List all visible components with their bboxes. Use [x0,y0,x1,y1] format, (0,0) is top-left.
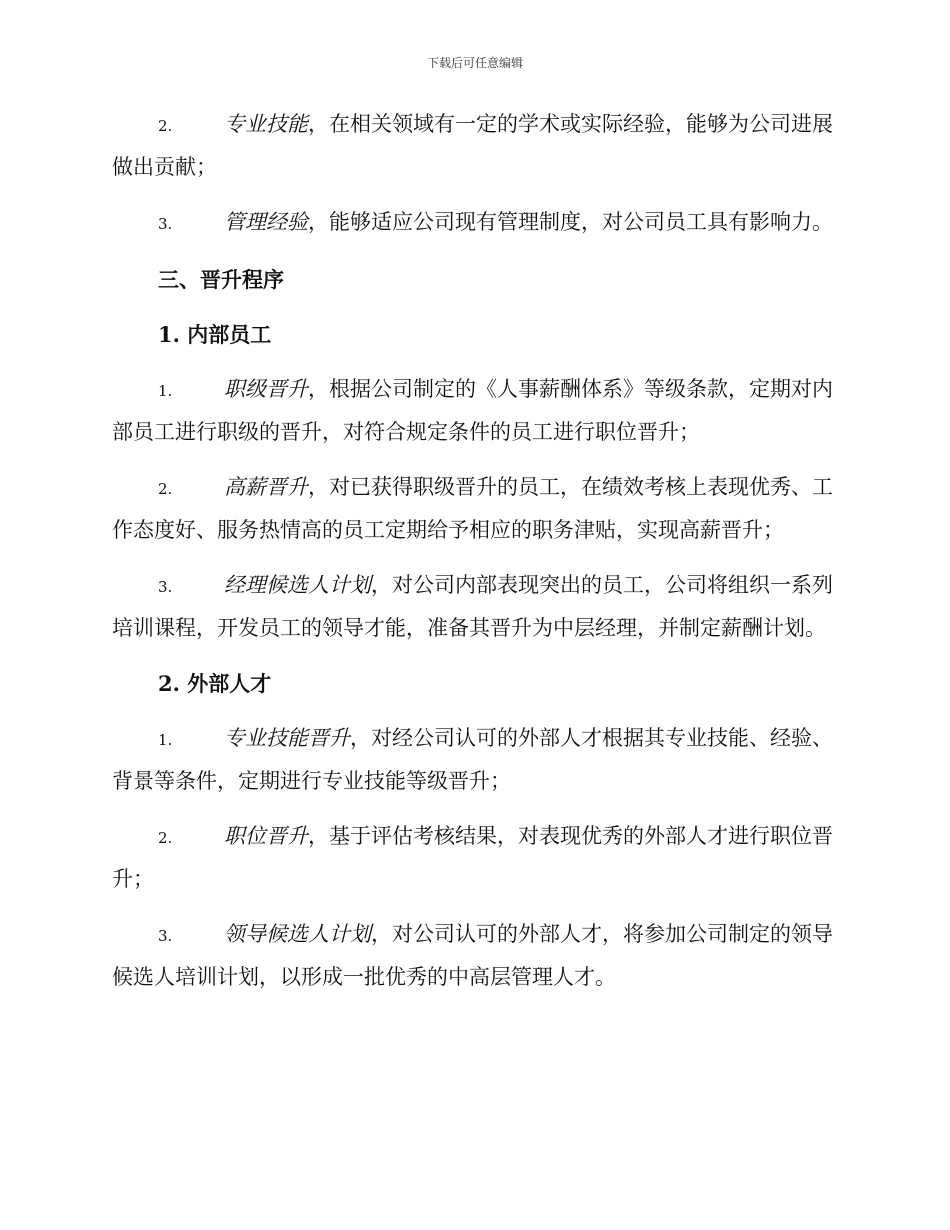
subsection-heading-external: 2. 外部人才 [158,671,272,696]
page-header: 下载后可任意编辑 [426,56,523,70]
item-term: 专业技能 [224,112,308,136]
item-number: 2. [158,117,173,135]
item-text: ，基于评估考核结果，对表现优秀的外部人才进行职位晋升； [112,824,833,891]
item-text: ，在相关领域有一定的学术或实际经验，能够为公司进展做出贡献； [112,112,833,179]
item-term: 领导候选人计划 [224,922,371,946]
list-item [112,914,837,998]
item-term: 职级晋升 [224,377,308,401]
subsection-heading-internal: 1. 内部员工 [158,322,272,347]
item-term: 专业技能晋升 [224,726,350,750]
item-term: 管理经验 [224,210,308,234]
item-text: ，能够适应公司现有管理制度，对公司员工具有影响力。 [308,210,833,234]
item-term: 经理候选人计划 [224,573,371,597]
item-text: ，对经公司认可的外部人才根据其专业技能、经验、背景等条件，定期进行专业技能等级晋升； [112,726,833,793]
item-number: 1. [158,731,173,749]
item-text: ，对公司认可的外部人才，将参加公司制定的领导候选人培训计划，以形成一批优秀的中高层管理人才。 [112,922,833,989]
list-item [112,104,837,188]
item-text: ，对公司内部表现突出的员工，公司将组织一系列培训课程，开发员工的领导才能，准备其晋升为中层经理，并制定薪酬计划。 [112,573,833,640]
list-item [112,467,837,551]
item-number: 2. [158,480,173,498]
item-number: 2. [158,829,173,847]
document-body [112,104,837,1012]
list-item [112,565,837,649]
item-text: ，对已获得职级晋升的员工，在绩效考核上表现优秀、工作态度好、服务热情高的员工定期给予相应的职务津贴，实现高薪晋升； [112,475,833,542]
item-term: 高薪晋升 [224,475,308,499]
item-number: 3. [158,578,173,596]
item-number: 3. [158,215,173,233]
item-term: 职位晋升 [224,824,308,848]
section-heading: 三、晋升程序 [158,267,284,292]
list-item [112,718,837,802]
list-item [112,202,837,245]
item-number: 1. [158,382,173,400]
list-item [112,816,837,900]
list-item [112,369,837,453]
item-text: ，根据公司制定的《人事薪酬体系》等级条款，定期对内部员工进行职级的晋升，对符合规定条件的员工进行职位晋升； [112,377,833,444]
item-number: 3. [158,927,173,945]
